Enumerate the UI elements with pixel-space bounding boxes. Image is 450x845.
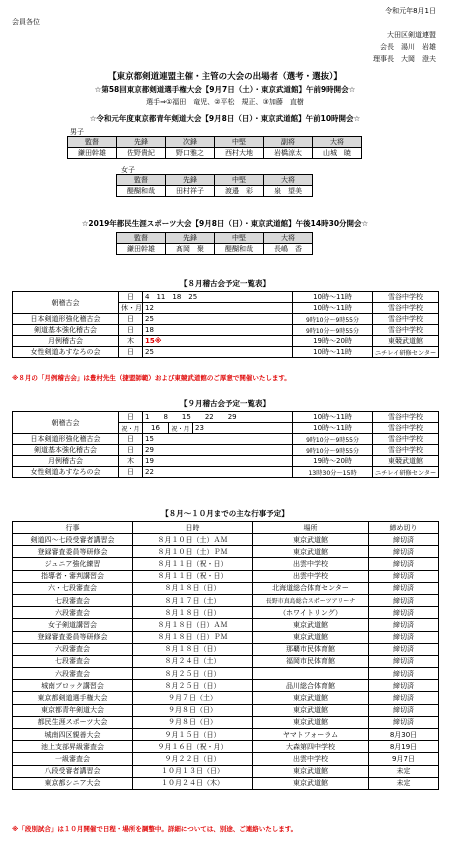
sep-r2-day2: 祝・月 xyxy=(169,423,193,434)
table-row xyxy=(13,412,439,423)
men-name: 山城 暁 xyxy=(313,148,362,159)
event-place: 品川総合体育館 xyxy=(253,680,369,692)
table-row xyxy=(13,741,439,753)
men-name: 岩橋涼太 xyxy=(264,148,313,159)
ev3-header: 大将 xyxy=(264,233,313,244)
event-deadline: 締切済 xyxy=(369,704,439,716)
table-row xyxy=(13,607,439,619)
event-place: 東京武道館 xyxy=(253,546,369,558)
table-row xyxy=(13,582,439,594)
ev1-title: ☆第58回東京都剣道選手権大会【9月7日（土）・東京武道館】午前9時開会☆ xyxy=(94,85,356,94)
women-name: 田村祥子 xyxy=(166,186,215,197)
aug-r2-place: 雪谷中学校 xyxy=(373,303,439,314)
table-row xyxy=(13,753,439,765)
aug-r5-day: 木 xyxy=(119,336,143,347)
event-date: ８月１０日（土）ＡＭ xyxy=(133,534,253,546)
sep-r5-dates: 19 xyxy=(143,456,293,467)
table-row xyxy=(13,716,439,728)
sep-r2-d1: 16 xyxy=(143,423,169,434)
table-row xyxy=(13,594,439,606)
event-place: ヤマトフォーラム xyxy=(253,729,369,741)
event-deadline: 締切済 xyxy=(369,546,439,558)
events-title: 【８月～１０月までの主な行事予定】 xyxy=(161,509,289,518)
event-place: 東京武道館 xyxy=(253,619,369,631)
table-row xyxy=(13,655,439,667)
table-row xyxy=(13,704,439,716)
event-place: 北海道総合体育センター xyxy=(253,582,369,594)
sep-r3-time: 9時10分～9時55分 xyxy=(293,434,373,445)
event-name: 登録審査委員等研修会 xyxy=(13,546,133,558)
sep-r1-dates: 1 8 15 22 29 xyxy=(143,412,293,423)
event-name: 池上支部昇級審査会 xyxy=(13,741,133,753)
event-date: ８月２５日（日） xyxy=(133,668,253,680)
event-deadline: 9月7日 xyxy=(369,753,439,765)
event-place: 出雲中学校 xyxy=(253,753,369,765)
aug-r2-day: 休・月 xyxy=(119,303,143,314)
event-deadline: 締切済 xyxy=(369,570,439,582)
table-row xyxy=(13,434,439,445)
document-date: 令和元年8月1日 xyxy=(385,7,436,15)
ev3-table xyxy=(116,232,313,255)
event-date: ９月２２日（日） xyxy=(133,753,253,765)
table-row xyxy=(13,467,439,478)
event-date: ８月１８日（日）ＡＭ xyxy=(133,619,253,631)
event-date: ８月１０日（土）ＰＭ xyxy=(133,546,253,558)
aug-r4-day: 日 xyxy=(119,325,143,336)
event-place: 東京武道館 xyxy=(253,692,369,704)
event-name: 六段審査会 xyxy=(13,607,133,619)
women-name: 渡邉 彩 xyxy=(215,186,264,197)
aug-r6-name: 女性剣道あすなろの会 xyxy=(13,347,119,358)
event-date: ９月１５日（日） xyxy=(133,729,253,741)
sep-r6-day: 日 xyxy=(119,467,143,478)
event-name: 剣道四～七段受審者講習会 xyxy=(13,534,133,546)
sep-r1-place: 雪谷中学校 xyxy=(373,412,439,423)
event-name: 七段審査会 xyxy=(13,655,133,667)
event-name: 女子剣道講習会 xyxy=(13,619,133,631)
ev2-women-table xyxy=(116,174,313,197)
table-row xyxy=(13,534,439,546)
sep-r4-dates: 29 xyxy=(143,445,293,456)
table-row xyxy=(13,570,439,582)
event-deadline: 締切済 xyxy=(369,692,439,704)
aug-r5-name: 月例稽古会 xyxy=(13,336,119,347)
event-deadline: 締切済 xyxy=(369,534,439,546)
event-name: 東京都シニア大会 xyxy=(13,777,133,789)
table-row xyxy=(13,680,439,692)
aug-r3-time: 9時10分～9時55分 xyxy=(293,314,373,325)
aug-r4-name: 剣道基本強化稽古会 xyxy=(13,325,119,336)
event-deadline: 締切済 xyxy=(369,680,439,692)
event-date: ８月１１日（祝・日） xyxy=(133,558,253,570)
ev2-men-table xyxy=(67,136,362,159)
aug-r1-day: 日 xyxy=(119,292,143,303)
aug-title: 【８月稽古会予定一覧表】 xyxy=(180,279,270,288)
table-row xyxy=(13,325,439,336)
men-header: 副将 xyxy=(264,137,313,148)
men-name: 野口雅之 xyxy=(166,148,215,159)
events-note: ※「段別試合」は１０月開催で日程・場所を調整中。詳細については、別途、ご連絡いたします。 xyxy=(12,825,298,833)
main-title: 【東京都剣道連盟主催・主管の大会の出場者（選考・選抜）】 xyxy=(108,72,342,82)
event-name: 六段審査会 xyxy=(13,643,133,655)
event-date: ９月１６日（祝・月） xyxy=(133,741,253,753)
aug-note: ※８月の「月例稽古会」は豊村先生（捷盟師範）および東競武道館のご厚意で開催いたします。 xyxy=(12,374,291,382)
aug-r2-dates: 12 xyxy=(143,303,293,314)
women-name: 泉 望美 xyxy=(264,186,313,197)
men-name: 佐野貴紀 xyxy=(117,148,166,159)
events-table xyxy=(12,521,439,790)
men-header: 次鋒 xyxy=(166,137,215,148)
event-name: 城南ブロック講習会 xyxy=(13,680,133,692)
event-deadline: 未定 xyxy=(369,777,439,789)
event-date: ９月７日（土） xyxy=(133,692,253,704)
event-name: 城南四区親善大会 xyxy=(13,729,133,741)
ev3-name: 醍醐和哉 xyxy=(215,244,264,255)
event-deadline: 締切済 xyxy=(369,668,439,680)
event-place: 出雲中学校 xyxy=(253,558,369,570)
men-header: 大将 xyxy=(313,137,362,148)
table-row xyxy=(13,445,439,456)
event-name: 七段審査会 xyxy=(13,594,133,606)
event-date: ８月２５日（日） xyxy=(133,680,253,692)
table-row xyxy=(13,643,439,655)
sep-r1-time: 10時～11時 xyxy=(293,412,373,423)
sep-r6-name: 女性剣道あすなろの会 xyxy=(13,467,119,478)
sep-r3-place: 雪谷中学校 xyxy=(373,434,439,445)
event-deadline: 締切済 xyxy=(369,716,439,728)
event-date: ８月１７日（土） xyxy=(133,594,253,606)
event-name: 指導者・審判講習会 xyxy=(13,570,133,582)
event-deadline: 締切済 xyxy=(369,655,439,667)
event-deadline: 締切済 xyxy=(369,582,439,594)
event-name: 八段受審者講習会 xyxy=(13,765,133,777)
sep-table xyxy=(12,411,439,478)
sep-r3-name: 日本剣道形強化稽古会 xyxy=(13,434,119,445)
event-deadline: 締切済 xyxy=(369,619,439,631)
event-place: 長野市真島総合スポーツアリーナ xyxy=(253,594,369,606)
event-place: 東京武道館 xyxy=(253,777,369,789)
sep-r2-d2: 23 xyxy=(193,423,293,434)
sender-chair: 会長 湯川 岩雄 xyxy=(380,43,436,51)
events-header-date: 日時 xyxy=(133,522,253,534)
events-body xyxy=(13,534,439,790)
table-row xyxy=(13,777,439,789)
sep-r2-day1: 祝・月 xyxy=(119,423,143,434)
sep-r6-place: ニチレイ研修センター xyxy=(373,467,439,478)
event-deadline: 締切済 xyxy=(369,607,439,619)
table-row xyxy=(13,336,439,347)
sep-r1-day: 日 xyxy=(119,412,143,423)
sender-director: 理事長 大岡 澄夫 xyxy=(373,55,436,63)
women-header: 中堅 xyxy=(215,175,264,186)
aug-r6-time: 10時～11時 xyxy=(293,347,373,358)
sep-r5-time: 19時～20時 xyxy=(293,456,373,467)
sep-r2-time: 10時～11時 xyxy=(293,423,373,434)
table-row xyxy=(13,692,439,704)
event-date: ９月８日（日） xyxy=(133,716,253,728)
ev1-players: 選手⇒①福田 竜児、②平松 規正、③加藤 直樹 xyxy=(146,98,304,106)
aug-r6-dates: 25 xyxy=(143,347,293,358)
event-deadline: 8月19日 xyxy=(369,741,439,753)
sep-title: 【９月稽古会予定一覧表】 xyxy=(180,399,270,408)
addressee: 会員各位 xyxy=(12,18,40,26)
table-row xyxy=(13,314,439,325)
table-row xyxy=(13,631,439,643)
sep-r2-place: 雪谷中学校 xyxy=(373,423,439,434)
ev2-title: ☆令和元年度東京都青年剣道大会【9月8日（日）・東京武道館】午前10時開会☆ xyxy=(89,114,361,123)
event-deadline: 締切済 xyxy=(369,558,439,570)
event-place xyxy=(253,668,369,680)
event-place: 出雲中学校 xyxy=(253,570,369,582)
aug-r2-time: 10時～11時 xyxy=(293,303,373,314)
aug-r3-name: 日本剣道形強化稽古会 xyxy=(13,314,119,325)
sep-r5-place: 東競武道館 xyxy=(373,456,439,467)
aug-r4-place: 雪谷中学校 xyxy=(373,325,439,336)
aug-r1-place: 雪谷中学校 xyxy=(373,292,439,303)
aug-r4-dates: 18 xyxy=(143,325,293,336)
table-row xyxy=(13,292,439,303)
aug-r3-day: 日 xyxy=(119,314,143,325)
event-place: 東京武道館 xyxy=(253,716,369,728)
event-date: １０月２４日（木） xyxy=(133,777,253,789)
sep-r4-name: 剣道基本強化稽古会 xyxy=(13,445,119,456)
event-name: ジュニア強化練習 xyxy=(13,558,133,570)
event-date: ８月１８日（日）ＰＭ xyxy=(133,631,253,643)
table-row xyxy=(13,729,439,741)
event-name: 一級審査会 xyxy=(13,753,133,765)
event-place: 那覇市民体育館 xyxy=(253,643,369,655)
event-name: 都民生涯スポーツ大会 xyxy=(13,716,133,728)
table-row xyxy=(13,619,439,631)
table-row xyxy=(13,765,439,777)
sep-r1-name: 朝稽古会 xyxy=(13,412,119,434)
event-deadline: 締切済 xyxy=(369,594,439,606)
table-row xyxy=(13,347,439,358)
ev3-name: 鎌田幹雄 xyxy=(117,244,166,255)
event-deadline: 締切済 xyxy=(369,631,439,643)
event-name: 六・七段審査会 xyxy=(13,582,133,594)
sep-r4-place: 雪谷中学校 xyxy=(373,445,439,456)
events-header-event: 行事 xyxy=(13,522,133,534)
women-name: 醍醐和哉 xyxy=(117,186,166,197)
women-header: 監督 xyxy=(117,175,166,186)
ev3-name: 長嶋 香 xyxy=(264,244,313,255)
men-header: 監督 xyxy=(68,137,117,148)
table-row xyxy=(13,558,439,570)
event-deadline: 8月30日 xyxy=(369,729,439,741)
sep-r6-time: 13時30分～15時 xyxy=(293,467,373,478)
men-header: 中堅 xyxy=(215,137,264,148)
ev3-name: 髙岡 聚 xyxy=(166,244,215,255)
event-date: ８月１８日（日） xyxy=(133,643,253,655)
men-header: 先鋒 xyxy=(117,137,166,148)
aug-r4-time: 9時10分～9時55分 xyxy=(293,325,373,336)
aug-r1-dates: 4 11 18 25 xyxy=(143,292,293,303)
aug-r1-name: 朝稽古会 xyxy=(13,292,119,314)
aug-r6-place: ニチレイ研修センター xyxy=(373,347,439,358)
ev3-header: 中堅 xyxy=(215,233,264,244)
table-row xyxy=(13,456,439,467)
event-name: 東京都青年剣道大会 xyxy=(13,704,133,716)
event-date: ８月１８日（日） xyxy=(133,607,253,619)
event-date: １０月１３日（日） xyxy=(133,765,253,777)
sep-r3-day: 日 xyxy=(119,434,143,445)
event-place: 東京武道館 xyxy=(253,534,369,546)
event-place: 大森第四中学校 xyxy=(253,741,369,753)
ev2-men-label: 男子 xyxy=(70,128,84,136)
event-date: ８月１８日（日） xyxy=(133,582,253,594)
aug-r3-place: 雪谷中学校 xyxy=(373,314,439,325)
sep-r6-dates: 22 xyxy=(143,467,293,478)
ev3-header: 監督 xyxy=(117,233,166,244)
aug-r6-day: 日 xyxy=(119,347,143,358)
sep-r4-time: 9時10分～9時55分 xyxy=(293,445,373,456)
event-place: 東京武道館 xyxy=(253,765,369,777)
aug-table xyxy=(12,291,439,358)
event-deadline: 未定 xyxy=(369,765,439,777)
men-name: 西村大地 xyxy=(215,148,264,159)
aug-r1-time: 10時～11時 xyxy=(293,292,373,303)
event-place: 東京武道館 xyxy=(253,704,369,716)
sep-r5-name: 月例稽古会 xyxy=(13,456,119,467)
event-date: ９月８日（日） xyxy=(133,704,253,716)
event-name: 六段審査会 xyxy=(13,668,133,680)
events-header-deadline: 締め切り xyxy=(369,522,439,534)
ev3-title: ☆2019年都民生涯スポーツ大会【9月8日（日）・東京武道館】午後14時30分開会☆ xyxy=(81,219,369,228)
sep-r5-day: 木 xyxy=(119,456,143,467)
event-place: 福岡市民体育館 xyxy=(253,655,369,667)
table-row xyxy=(13,546,439,558)
aug-r5-dates: 15※ xyxy=(143,336,293,347)
men-name: 鎌田幹雄 xyxy=(68,148,117,159)
event-place: 東京武道館 xyxy=(253,631,369,643)
sep-r4-day: 日 xyxy=(119,445,143,456)
ev3-header: 先鋒 xyxy=(166,233,215,244)
event-place: （ホワイトリング） xyxy=(253,607,369,619)
event-deadline: 締切済 xyxy=(369,643,439,655)
events-header-row xyxy=(13,522,439,534)
event-date: ８月１１日（祝・日） xyxy=(133,570,253,582)
event-name: 登録審査委員等研修会 xyxy=(13,631,133,643)
women-header: 大将 xyxy=(264,175,313,186)
sender-org: 大田区剣道連盟 xyxy=(387,31,436,39)
aug-r5-place: 東競武道館 xyxy=(373,336,439,347)
sep-r3-dates: 15 xyxy=(143,434,293,445)
table-row xyxy=(13,668,439,680)
aug-r5-time: 19時～20時 xyxy=(293,336,373,347)
event-date: ８月２４日（土） xyxy=(133,655,253,667)
events-header-place: 場所 xyxy=(253,522,369,534)
ev2-women-label: 女子 xyxy=(121,166,135,174)
women-header: 先鋒 xyxy=(166,175,215,186)
event-name: 東京都剣道選手権大会 xyxy=(13,692,133,704)
aug-r3-dates: 25 xyxy=(143,314,293,325)
